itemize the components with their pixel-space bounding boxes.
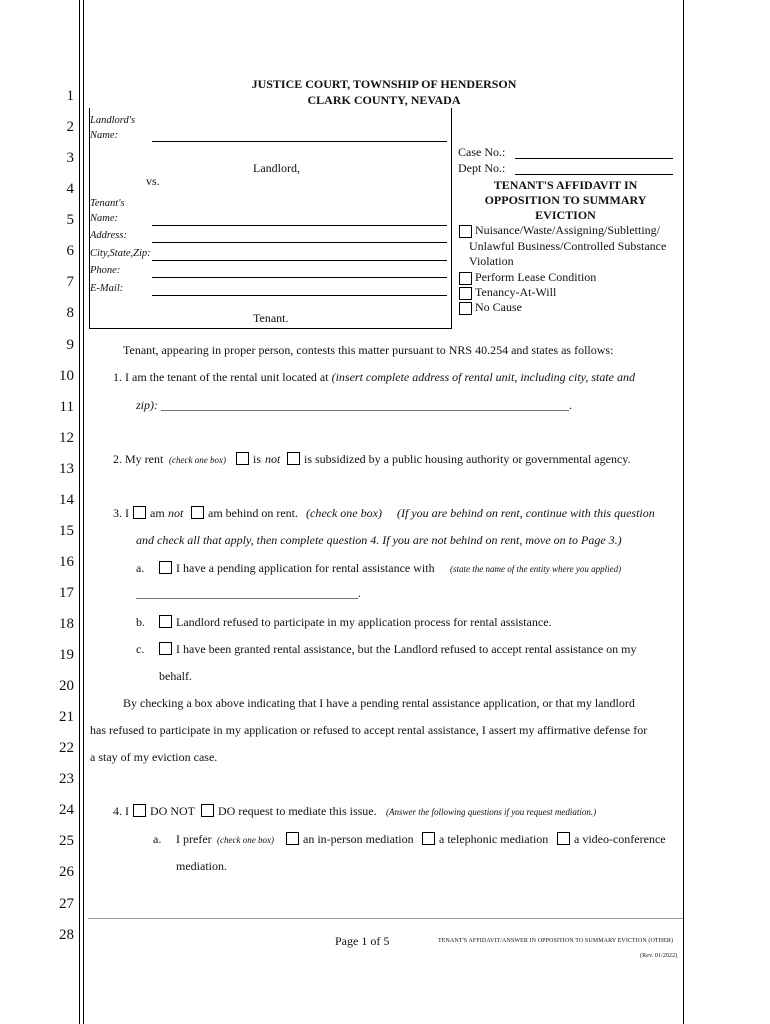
q1-main: I am the tenant of the rental unit located at <box>125 370 329 384</box>
case-no-label: Case No.: <box>458 145 506 159</box>
city-label: City,State,Zip: <box>90 248 151 259</box>
line-number: 2 <box>66 119 74 135</box>
title-line-3: EVICTION <box>535 208 596 222</box>
option-perform-lease: Perform Lease Condition <box>475 270 597 284</box>
q1-text <box>125 370 635 385</box>
vs-label: vs. <box>146 174 160 188</box>
q4-i: I <box>125 804 129 818</box>
line-number: 8 <box>66 305 74 321</box>
line-number: 23 <box>59 771 74 787</box>
q1-address-line <box>136 398 572 413</box>
q3a-checkbox[interactable] <box>159 561 172 574</box>
q2-is-not-checkbox[interactable] <box>287 452 300 465</box>
line-number: 19 <box>59 647 74 663</box>
caption-bottom-line <box>89 328 451 329</box>
q3a-hint: (state the name of the entity where you applied) <box>450 564 622 574</box>
q2-is-checkbox[interactable] <box>236 452 249 465</box>
option-nuisance-cont-2: Violation <box>469 254 514 268</box>
revision: (Rev. 01/2022) <box>640 953 678 959</box>
line-number: 1 <box>66 88 74 104</box>
tenant-name-label-2: Name: <box>90 213 118 224</box>
line-number: 16 <box>59 554 74 570</box>
line-number: 22 <box>59 740 74 756</box>
q3b-text: Landlord refused to participate in my application process for rental assistance. <box>176 615 552 629</box>
in-person-checkbox[interactable] <box>286 832 299 845</box>
caption-left-line <box>89 108 90 329</box>
q4a-text: I prefer <box>176 832 212 846</box>
defense-para-3: a stay of my eviction case. <box>90 750 218 764</box>
court-name: JUSTICE COURT, TOWNSHIP OF HENDERSON <box>251 77 517 91</box>
title-line-1: TENANT'S AFFIDAVIT IN <box>493 178 638 192</box>
landlord-name-label-2: Name: <box>90 130 118 141</box>
option-nuisance: Nuisance/Waste/Assigning/Subletting/ <box>475 223 661 237</box>
no-cause-checkbox[interactable] <box>459 302 472 315</box>
line-number: 26 <box>59 864 74 880</box>
address-label: Address: <box>90 230 127 241</box>
q4-do-not-checkbox[interactable] <box>133 804 146 817</box>
line-number: 10 <box>59 368 74 384</box>
video-conference-checkbox[interactable] <box>557 832 570 845</box>
q3-number: 3. <box>113 506 122 520</box>
q3c-checkbox[interactable] <box>159 642 172 655</box>
line-number: 21 <box>59 709 74 725</box>
q4-do: DO request to mediate this issue. <box>218 804 377 818</box>
title-line-2: OPPOSITION TO SUMMARY <box>484 193 647 207</box>
line-number: 18 <box>59 616 74 632</box>
city-field[interactable] <box>152 260 447 261</box>
landlord-name-field[interactable] <box>152 141 447 142</box>
line-number: 17 <box>59 585 74 601</box>
option-nuisance-cont-1: Unlawful Business/Controlled Substance <box>469 239 667 253</box>
option-tenancy-at-will: Tenancy-At-Will <box>475 285 557 299</box>
line-number: 15 <box>59 523 74 539</box>
q3c-text-cont: behalf. <box>159 669 192 683</box>
q2-is: is <box>253 452 262 466</box>
line-number: 13 <box>59 461 74 477</box>
q2-hint: (check one box) <box>169 455 226 465</box>
left-margin-line-2 <box>83 0 84 1024</box>
q4-do-checkbox[interactable] <box>201 804 214 817</box>
tenant-name-field[interactable] <box>152 225 447 226</box>
email-label: E-Mail: <box>90 283 124 294</box>
defense-para-2: has refused to participate in my application or refused to accept rental assistance, I assert my affirmative defense for <box>90 723 648 737</box>
address-field[interactable] <box>152 242 447 243</box>
q3a-entity-field[interactable]: _____________________________________. <box>136 586 361 600</box>
line-number: 12 <box>59 430 74 446</box>
q3c-text: I have been granted rental assistance, but the Landlord refused to accept rental assistance on my <box>176 642 637 656</box>
line-number: 11 <box>59 399 74 415</box>
line-number: 20 <box>59 678 74 694</box>
tenant-label: Tenant. <box>253 311 289 325</box>
q3-am-not-checkbox[interactable] <box>133 506 146 519</box>
q2-not: not <box>265 452 281 466</box>
q1-hint: (insert complete address of rental unit, including city, state and <box>331 370 635 384</box>
video-conference-option: a video-conference <box>574 832 666 846</box>
q1-hint-zip: zip): <box>136 398 158 412</box>
q3-i: I <box>125 506 129 520</box>
q3b-checkbox[interactable] <box>159 615 172 628</box>
telephonic-checkbox[interactable] <box>422 832 435 845</box>
line-number: 24 <box>59 802 74 818</box>
q2-rest: is subsidized by a public housing authority or governmental agency. <box>304 452 631 466</box>
caption-divider <box>451 108 452 329</box>
q4-do-not: DO NOT <box>150 804 195 818</box>
option-no-cause: No Cause <box>475 300 522 314</box>
q3-behind: am behind on rent. <box>208 506 298 520</box>
q3-instruction-2: and check all that apply, then complete question 4. If you are not behind on rent, move on to Page 3.) <box>136 533 622 547</box>
landlord-label: Landlord, <box>253 161 300 175</box>
page-number: Page 1 of 5 <box>335 934 390 948</box>
telephonic-option: a telephonic mediation <box>439 832 549 846</box>
q4a-letter: a. <box>153 832 162 846</box>
line-number: 14 <box>59 492 74 508</box>
nuisance-checkbox[interactable] <box>459 225 472 238</box>
line-number: 7 <box>66 274 74 290</box>
case-no-field[interactable] <box>515 158 673 159</box>
q3b-letter: b. <box>136 615 145 629</box>
intro-text: Tenant, appearing in proper person, contests this matter pursuant to NRS 40.254 and states as follows: <box>123 343 614 357</box>
q4-hint: (Answer the following questions if you request mediation.) <box>386 807 597 817</box>
q3a-text: I have a pending application for rental assistance with <box>176 561 435 575</box>
q2-text: My rent <box>125 452 164 466</box>
line-number: 28 <box>59 927 74 943</box>
line-number: 6 <box>66 243 74 259</box>
defense-para-1: By checking a box above indicating that I have a pending rental assistance application, or that my landlord <box>123 696 635 710</box>
q3-not: not <box>168 506 184 520</box>
left-margin-line-1 <box>79 0 80 1024</box>
q1-period: . <box>569 398 572 412</box>
q2-number: 2. <box>113 452 122 466</box>
q4a-hint: (check one box) <box>217 835 274 845</box>
tenancy-at-will-checkbox[interactable] <box>459 287 472 300</box>
q3-am: am <box>150 506 165 520</box>
q3-hint: (check one box) <box>306 506 382 520</box>
q4a-cont: mediation. <box>176 859 227 873</box>
footer-rule <box>88 918 683 919</box>
q4-number: 4. <box>113 804 122 818</box>
in-person-option: an in-person mediation <box>303 832 414 846</box>
line-number: 4 <box>66 181 74 197</box>
email-field[interactable] <box>152 295 447 296</box>
county-name: CLARK COUNTY, NEVADA <box>307 93 461 107</box>
q1-number: 1. <box>113 370 122 384</box>
line-number: 27 <box>59 896 74 912</box>
tenant-name-label-1: Tenant's <box>90 198 125 209</box>
dept-no-field[interactable] <box>515 174 673 175</box>
phone-label: Phone: <box>90 265 121 276</box>
q3-instruction-1: (If you are behind on rent, continue with this question <box>397 506 655 520</box>
q3a-letter: a. <box>136 561 145 575</box>
form-title: TENANT'S AFFIDAVIT/ANSWER IN OPPOSITION TO SUMMARY EVICTION (OTHER) <box>438 938 674 944</box>
phone-field[interactable] <box>152 277 447 278</box>
right-margin-line <box>683 0 684 1024</box>
q3c-letter: c. <box>136 642 145 656</box>
q1-address-field[interactable]: ____________________________________________________________________ <box>161 398 569 412</box>
perform-lease-checkbox[interactable] <box>459 272 472 285</box>
line-number: 25 <box>59 833 74 849</box>
line-number: 9 <box>66 337 74 353</box>
q3-am-behind-checkbox[interactable] <box>191 506 204 519</box>
landlord-name-label-1: Landlord's <box>90 115 136 126</box>
line-number: 5 <box>66 212 74 228</box>
dept-no-label: Dept No.: <box>458 161 506 175</box>
line-number: 3 <box>66 150 74 166</box>
